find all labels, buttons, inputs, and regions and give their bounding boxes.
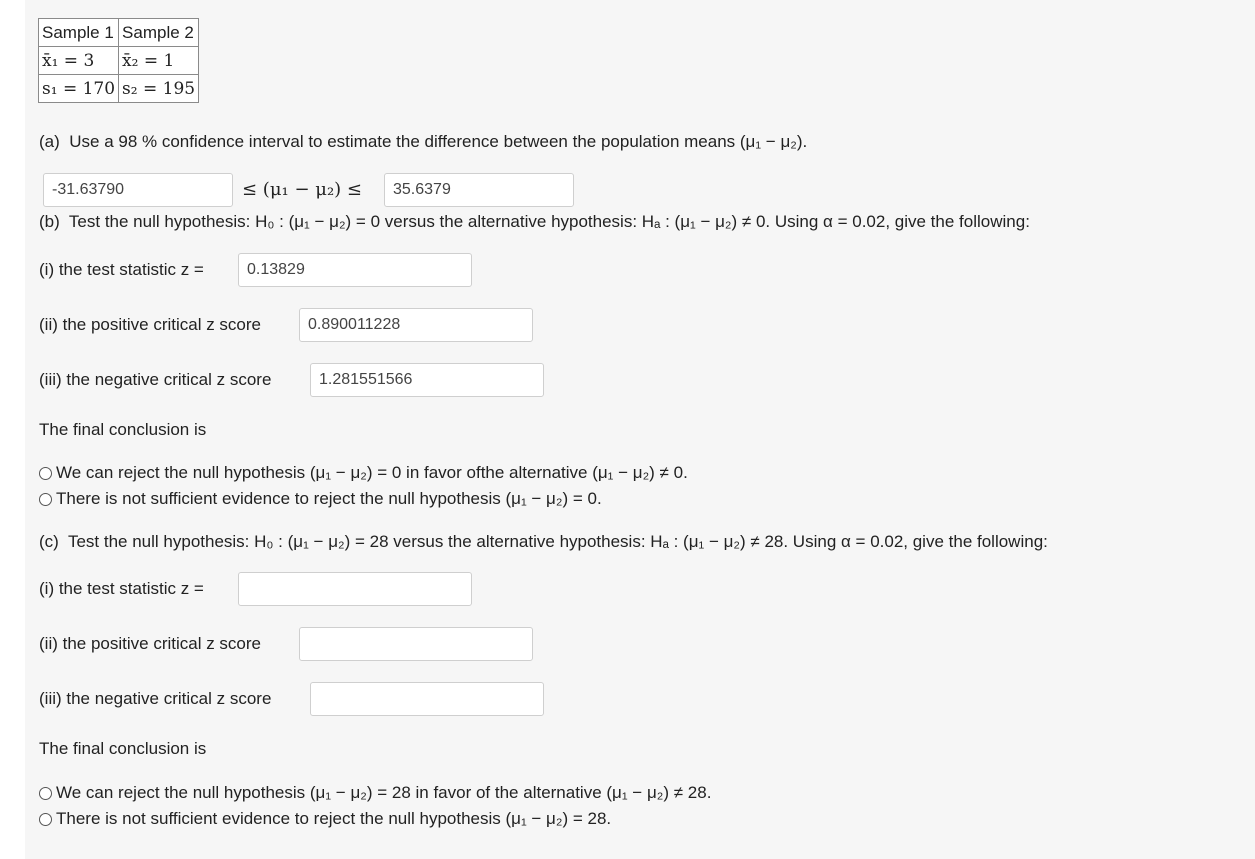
part-c-test-statistic-label: (i) the test statistic z = [39,579,204,598]
part-b-test-statistic-input[interactable] [238,253,472,287]
part-b-prefix: (b) [39,212,60,231]
part-c-conclusion-label: The final conclusion is [39,739,207,758]
part-a-prefix: (a) [39,132,60,151]
part-a-question [39,131,807,153]
header-sample-2: Sample 2 [119,19,199,47]
part-b-question [39,211,1030,233]
radio-icon[interactable] [39,787,52,800]
part-c-prefix: (c) [39,532,59,551]
mean-2-cell: x̄₂ = 1 [119,47,199,75]
part-b-text: Test the null hypothesis: H₀ : (μ₁ − μ₂) = 0 versus the alternative hypothesis: Hₐ : (μ₁ − μ₂) ≠ 0. Using α = 0.02, give the following: [68,212,1030,231]
part-b-option-not-reject[interactable] [39,488,602,510]
table-row [39,75,199,103]
question-panel [25,0,1255,859]
table-row [39,47,199,75]
part-c-negative-critical-input[interactable] [310,682,544,716]
part-b-option-reject-label: We can reject the null hypothesis (μ₁ − μ₂) = 0 in favor ofthe alternative (μ₁ − μ₂) ≠ 0. [56,463,688,482]
part-c-option-not-reject[interactable] [39,808,611,830]
sample-stats-table [38,18,199,103]
table-header-row [39,19,199,47]
radio-icon[interactable] [39,493,52,506]
part-b-conclusion-label: The final conclusion is [39,420,207,439]
part-b-option-not-reject-label: There is not sufficient evidence to reject the null hypothesis (μ₁ − μ₂) = 0. [56,489,602,508]
sd-1-cell: s₁ = 170 [39,75,119,103]
ci-upper-input[interactable] [384,173,574,207]
ci-inequality: ≤ (μ₁ − μ₂) ≤ [242,179,363,200]
radio-icon[interactable] [39,467,52,480]
sd-2-cell: s₂ = 195 [119,75,199,103]
part-c-option-reject[interactable] [39,782,711,804]
part-c-option-not-reject-label: There is not sufficient evidence to reject the null hypothesis (μ₁ − μ₂) = 28. [56,809,612,828]
part-b-positive-critical-label: (ii) the positive critical z score [39,315,262,334]
mean-1-cell: x̄₁ = 3 [39,47,119,75]
part-c-option-reject-label: We can reject the null hypothesis (μ₁ − μ₂) = 28 in favor of the alternative (μ₁ − μ₂) ≠ 28. [56,783,712,802]
part-b-test-statistic-label: (i) the test statistic z = [39,260,204,279]
ci-lower-input[interactable] [43,173,233,207]
part-c-test-statistic-input[interactable] [238,572,472,606]
part-b-negative-critical-input[interactable] [310,363,544,397]
header-sample-1: Sample 1 [39,19,119,47]
part-b-option-reject[interactable] [39,462,688,484]
part-b-negative-critical-label: (iii) the negative critical z score [39,370,272,389]
part-c-negative-critical-label: (iii) the negative critical z score [39,689,272,708]
part-c-question [39,531,1048,553]
part-b-positive-critical-input[interactable] [299,308,533,342]
part-c-positive-critical-input[interactable] [299,627,533,661]
part-c-text: Test the null hypothesis: H₀ : (μ₁ − μ₂) = 28 versus the alternative hypothesis: Hₐ : (μ₁ − μ₂) ≠ 28. Using α = 0.02, give the following: [67,532,1048,551]
part-c-positive-critical-label: (ii) the positive critical z score [39,634,262,653]
radio-icon[interactable] [39,813,52,826]
part-a-text: Use a 98 % confidence interval to estimate the difference between the population means (μ₁ − μ₂). [69,132,808,151]
